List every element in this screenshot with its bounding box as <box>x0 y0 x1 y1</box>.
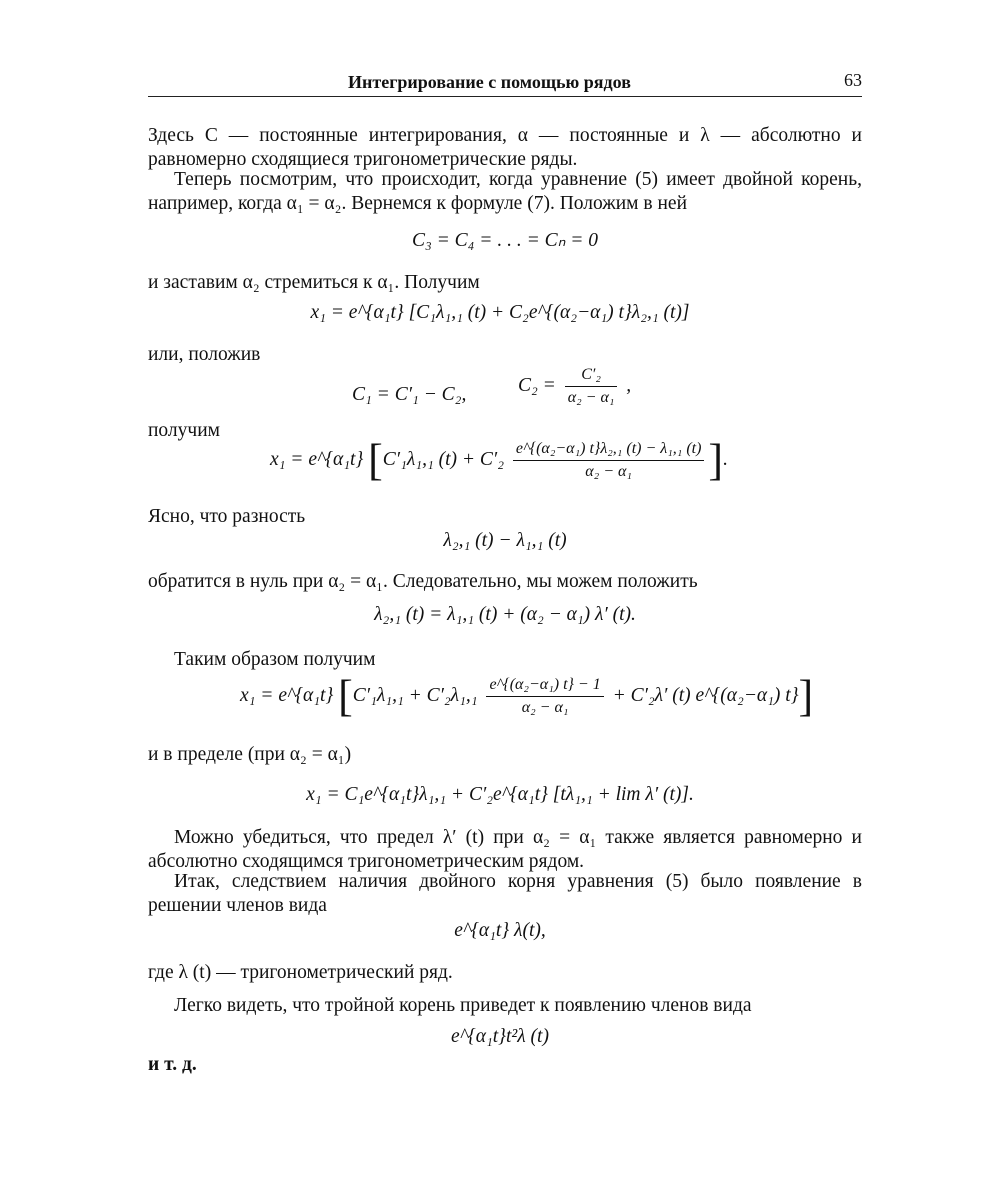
formula-3-part-a: C₁ = C′₁ − C₂, <box>352 384 467 405</box>
formula-4-fraction <box>513 440 705 481</box>
formula-5: λ₂,₁ (t) − λ₁,₁ (t) <box>443 530 567 551</box>
paragraph-14: и т. д. <box>148 1054 197 1075</box>
formula-7-lhs: x₁ = e^{α₁t} <box>240 684 334 706</box>
paragraph-2: Теперь посмотрим, что происходит, когда уравнение (5) имеет двойной корень, например, когда α₁ = α₂. Вернемся к формуле (7). Положим в ней <box>148 169 862 214</box>
formula-4 <box>270 435 740 485</box>
right-bracket: ] <box>708 435 724 485</box>
formula-7-mid: C′₁λ₁,₁ + C′₂λ₁,₁ <box>352 684 478 706</box>
right-bracket: ] <box>798 671 814 721</box>
formula-3-part-b <box>518 366 631 407</box>
formula-7 <box>240 671 814 721</box>
page-number: 63 <box>844 70 862 90</box>
paragraph-9: и в пределе (при α₂ = α₁) <box>148 744 352 765</box>
paragraph-3: и заставим α₂ стремиться к α₁. Получим <box>148 272 480 293</box>
left-bracket: [ <box>338 671 353 721</box>
running-title: Интегрирование с помощью рядов <box>348 72 631 92</box>
formula-3-b-tail: , <box>626 374 632 396</box>
fraction-denominator: α₂ − α₁ <box>521 699 569 716</box>
formula-4-mid: C′₁λ₁,₁ (t) + C′₂ <box>382 448 504 470</box>
paragraph-8: Таким образом получим <box>174 649 376 670</box>
fraction-numerator: e^{(α₂−α₁) t}λ₂,₁ (t) − λ₁,₁ (t) <box>513 440 705 461</box>
paragraph-5: получим <box>148 420 220 441</box>
formula-9: e^{α₁t} λ(t), <box>454 920 546 941</box>
formula-1: C₃ = C₄ = . . . = Cₙ = 0 <box>411 230 599 251</box>
paragraph-12: где λ (t) — тригонометрический ряд. <box>148 962 453 983</box>
formula-7-fraction <box>486 676 603 717</box>
fraction-denominator: α₂ − α₁ <box>567 389 615 406</box>
formula-4-lhs: x₁ = e^{α₁t} <box>270 448 364 470</box>
paragraph-6: Ясно, что разность <box>148 506 306 527</box>
formula-8: x₁ = C₁e^{α₁t}λ₁,₁ + C′₂e^{α₁t} [tλ₁,₁ + lim λ′ (t)]. <box>306 784 694 805</box>
left-bracket: [ <box>368 435 383 485</box>
formula-3-fraction <box>565 366 618 407</box>
fraction-numerator: C′₂ <box>565 366 618 387</box>
paragraph-13: Легко видеть, что тройной корень приведет к появлению членов вида <box>174 995 752 1016</box>
paragraph-10: Можно убедиться, что предел λ′ (t) при α₂ = α₁ также является равномерно и абсолютно сходящимся тригонометрическим рядом. <box>148 827 862 872</box>
fraction-denominator: α₂ − α₁ <box>585 463 632 480</box>
formula-6: λ₂,₁ (t) = λ₁,₁ (t) + (α₂ − α₁) λ′ (t). <box>374 604 636 625</box>
formula-7-tail: + C′₂λ′ (t) e^{(α₂−α₁) t} <box>612 684 799 706</box>
formula-10: e^{α₁t}t²λ (t) <box>451 1026 549 1047</box>
formula-2: x₁ = e^{α₁t} [C₁λ₁,₁ (t) + C₂e^{(α₂−α₁) t}λ₂,₁ (t)] <box>310 302 690 323</box>
paragraph-1: Здесь C — постоянные интегрирования, α — постоянные и λ — абсолютно и равномерно сходящиеся тригонометрические ряды. <box>148 125 862 170</box>
fraction-numerator: e^{(α₂−α₁) t} − 1 <box>486 676 603 697</box>
paragraph-11: Итак, следствием наличия двойного корня уравнения (5) было появление в решении членов вида <box>148 871 862 916</box>
paragraph-4: или, положив <box>148 344 261 365</box>
formula-3-b-lhs: C₂ = <box>518 374 556 396</box>
paragraph-7: обратится в нуль при α₂ = α₁. Следовательно, мы можем положить <box>148 571 698 592</box>
formula-4-tail: . <box>723 448 728 470</box>
running-head <box>148 64 862 97</box>
